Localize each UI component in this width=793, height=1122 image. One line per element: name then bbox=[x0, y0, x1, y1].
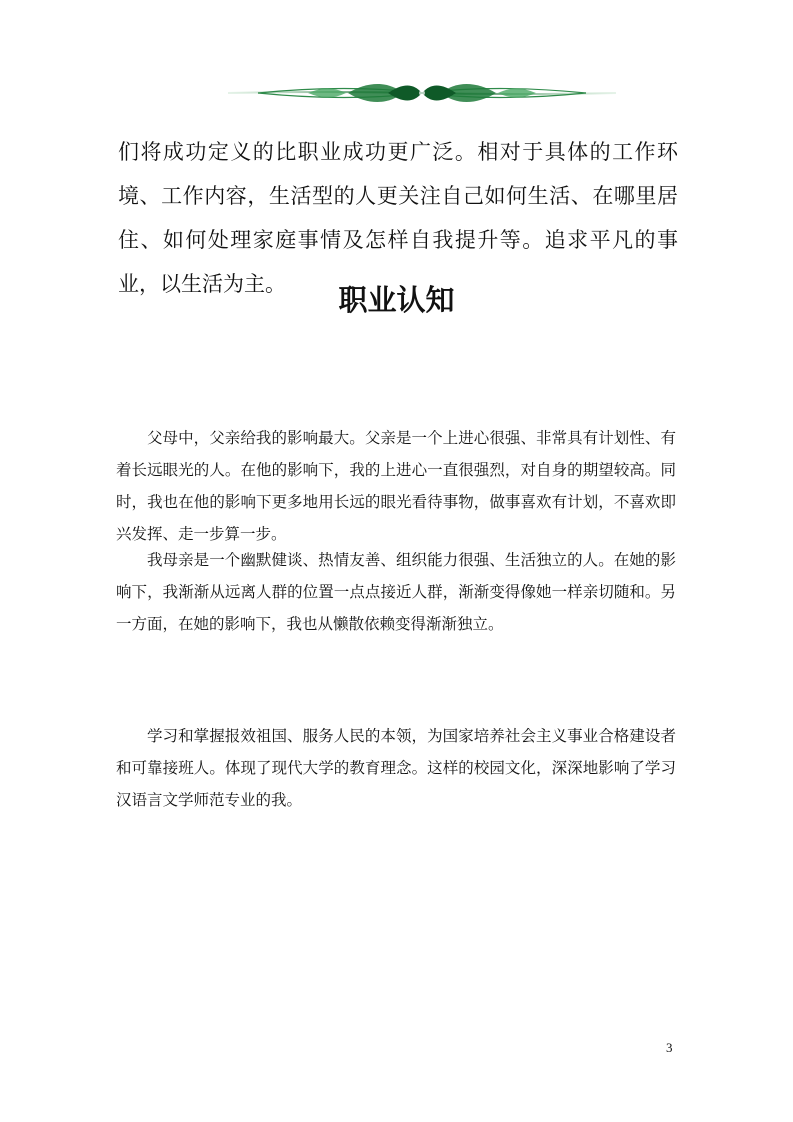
paragraph-father-influence: 父母中，父亲给我的影响最大。父亲是一个上进心很强、非常具有计划性、有着长远眼光的人。在他的影响下，我的上进心一直很强烈，对自身的期望较高。同时，我也在他的影响下更多地用长远的眼光看待事物，做事喜欢有计划，不喜欢即兴发挥、走一步算一步。 bbox=[116, 429, 676, 543]
vine-divider-icon bbox=[228, 78, 616, 108]
section-title: 职业认知 bbox=[338, 283, 455, 317]
paragraph-mother-influence: 我母亲是一个幽默健谈、热情友善、组织能力很强、生活独立的人。在她的影响下，我渐渐从远离人群的位置一点点接近人群，渐渐变得像她一样亲切随和。另一方面，在她的影响下，我也从懒散依赖变得渐渐独立。 bbox=[116, 551, 676, 633]
paragraph-campus-culture: 学习和掌握报效祖国、服务人民的本领，为国家培养社会主义事业合格建设者和可靠接班人。体现了现代大学的教育理念。这样的校园文化，深深地影响了学习汉语言文学师范专业的我。 bbox=[116, 727, 676, 809]
page-number: 3 bbox=[666, 1040, 673, 1055]
intro-paragraph: 们将成功定义的比职业成功更广泛。相对于具体的工作环境、工作内容，生活型的人更关注自己如何生活、在哪里居住、如何处理家庭事情及怎样自我提升等。追求平凡的事业，以生活为主。 bbox=[118, 140, 678, 296]
